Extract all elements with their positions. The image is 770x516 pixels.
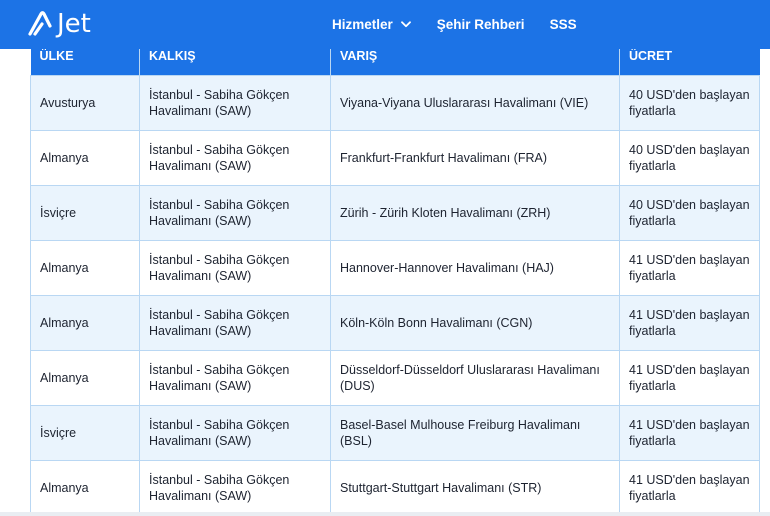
cell-departure: İstanbul - Sabiha Gökçen Havalimanı (SAW) [140,240,331,295]
logo-mark-icon [28,10,58,38]
table-row [31,295,760,350]
brand-name: Jet [57,9,91,39]
cell-arrival: Basel-Basel Mulhouse Freiburg Havalimanı (BSL) [331,405,620,460]
cell-country: Almanya [31,130,140,185]
cell-price: 41 USD'den başlayan fiyatlarla [620,460,760,515]
routes-table-container [30,33,760,516]
cell-arrival: Köln-Köln Bonn Havalimanı (CGN) [331,295,620,350]
table-row [31,460,760,515]
cell-departure: İstanbul - Sabiha Gökçen Havalimanı (SAW) [140,460,331,515]
cell-arrival: Viyana-Viyana Uluslararası Havalimanı (VIE) [331,75,620,130]
table-row [31,240,760,295]
cell-arrival: Hannover-Hannover Havalimanı (HAJ) [331,240,620,295]
cell-departure: İstanbul - Sabiha Gökçen Havalimanı (SAW) [140,350,331,405]
cell-price: 41 USD'den başlayan fiyatlarla [620,295,760,350]
header-departure: KALKIŞ [140,33,331,75]
cell-arrival: Zürih - Zürih Kloten Havalimanı (ZRH) [331,185,620,240]
table-row [31,405,760,460]
cell-country: Avusturya [31,75,140,130]
table-row [31,130,760,185]
cell-price: 41 USD'den başlayan fiyatlarla [620,350,760,405]
routes-table [30,33,760,516]
table-row [31,75,760,130]
page-bottom-divider [0,512,770,516]
cell-price: 41 USD'den başlayan fiyatlarla [620,240,760,295]
cell-country: İsviçre [31,185,140,240]
nav-city-guide[interactable]: Şehir Rehberi [436,17,525,32]
top-navigation-bar [0,0,770,49]
nav-services-label: Hizmetler [332,17,393,32]
cell-country: Almanya [31,295,140,350]
cell-price: 41 USD'den başlayan fiyatlarla [620,405,760,460]
cell-departure: İstanbul - Sabiha Gökçen Havalimanı (SAW) [140,405,331,460]
cell-departure: İstanbul - Sabiha Gökçen Havalimanı (SAW) [140,185,331,240]
table-row [31,350,760,405]
cell-departure: İstanbul - Sabiha Gökçen Havalimanı (SAW) [140,75,331,130]
cell-price: 40 USD'den başlayan fiyatlarla [620,185,760,240]
brand-logo[interactable] [28,9,91,39]
cell-country: İsviçre [31,405,140,460]
cell-arrival: Düsseldorf-Düsseldorf Uluslararası Havalimanı (DUS) [331,350,620,405]
cell-price: 40 USD'den başlayan fiyatlarla [620,130,760,185]
cell-arrival: Stuttgart-Stuttgart Havalimanı (STR) [331,460,620,515]
cell-arrival: Frankfurt-Frankfurt Havalimanı (FRA) [331,130,620,185]
cell-country: Almanya [31,460,140,515]
table-row [31,185,760,240]
header-price: ÜCRET [620,33,760,75]
nav-services[interactable] [332,17,411,32]
cell-country: Almanya [31,350,140,405]
main-nav [332,0,577,49]
cell-country: Almanya [31,240,140,295]
chevron-down-icon [401,21,411,28]
header-country: ÜLKE [31,33,140,75]
nav-faq[interactable]: SSS [549,17,577,32]
cell-departure: İstanbul - Sabiha Gökçen Havalimanı (SAW) [140,295,331,350]
cell-price: 40 USD'den başlayan fiyatlarla [620,75,760,130]
header-arrival: VARIŞ [331,33,620,75]
cell-departure: İstanbul - Sabiha Gökçen Havalimanı (SAW) [140,130,331,185]
